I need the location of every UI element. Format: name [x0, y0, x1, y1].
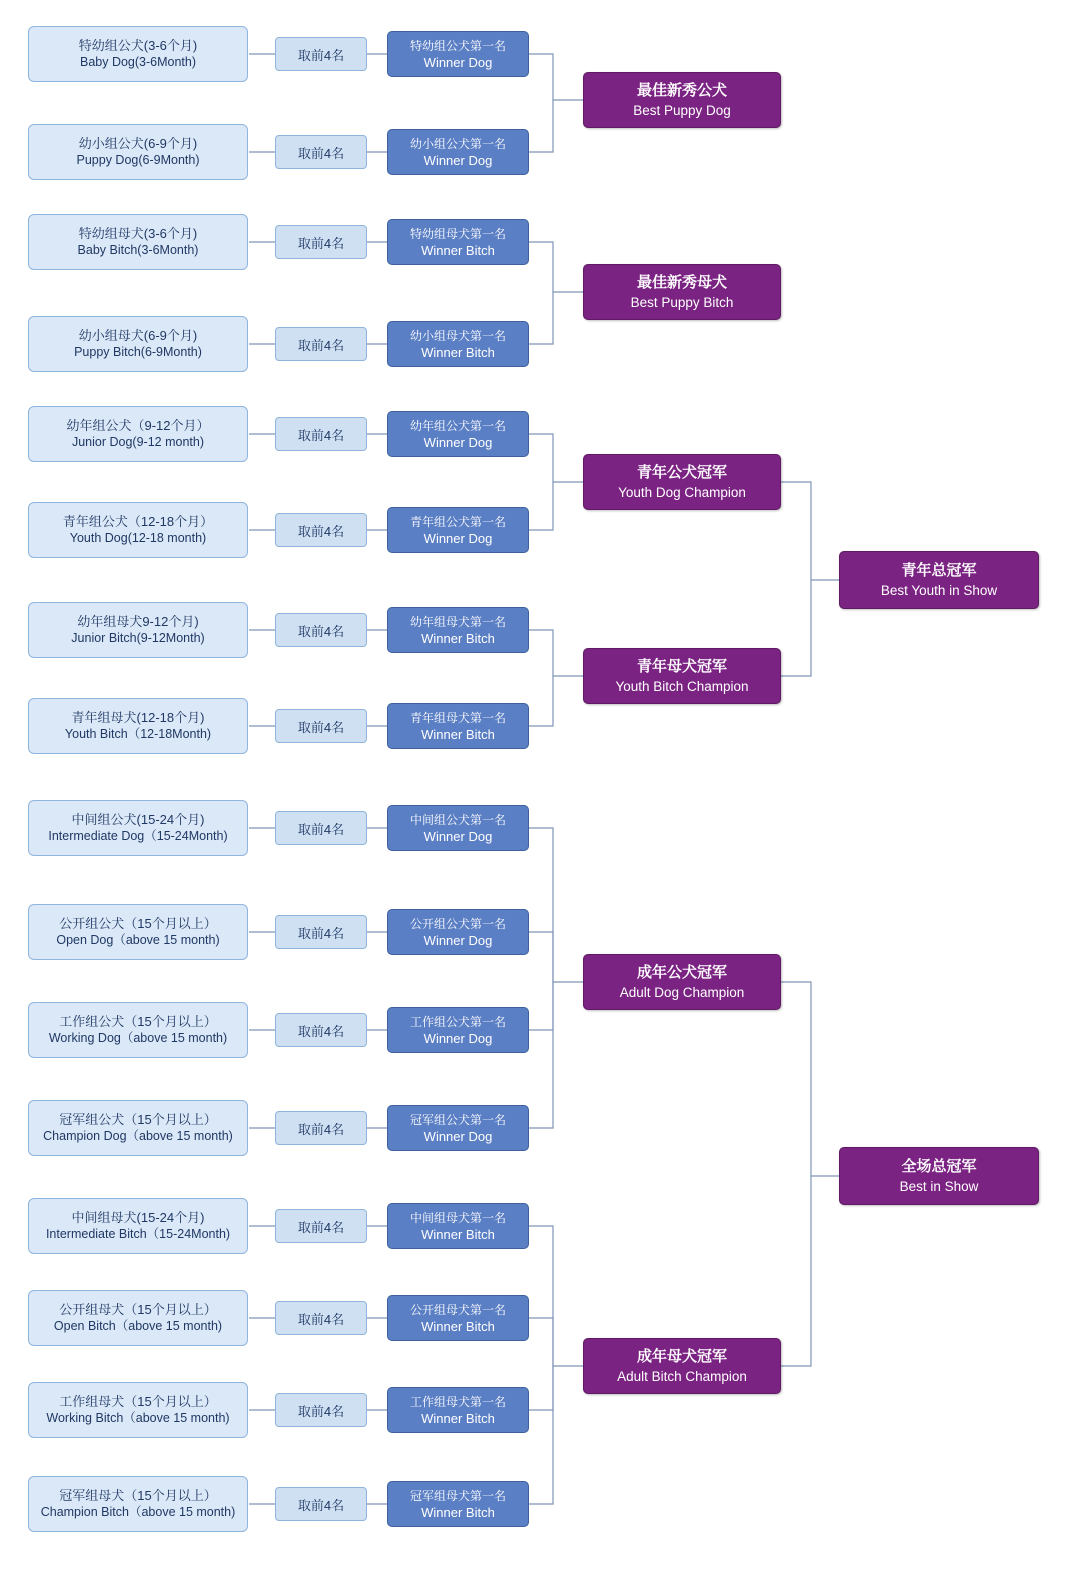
pick-top4-9[interactable]: 取前4名	[275, 811, 367, 845]
champion-2-zh: 最佳新秀母犬	[636, 274, 727, 291]
champion-5-zh: 成年公犬冠军	[636, 964, 727, 981]
pick-top4-10[interactable]: 取前4名	[275, 915, 367, 949]
winner-6-zh: 青年组公犬第一名	[409, 514, 506, 529]
champion-4-en: Youth Bitch Champion	[615, 679, 749, 694]
winner-box-7[interactable]	[387, 607, 529, 653]
final-1-en: Best Youth in Show	[880, 583, 998, 598]
champion-box-4[interactable]	[583, 648, 781, 704]
class-15-zh: 工作组母犬（15个月以上）	[59, 1394, 217, 1409]
winner-box-1[interactable]	[387, 31, 529, 77]
champion-1-en: Best Puppy Dog	[633, 103, 731, 118]
class-8-zh: 青年组母犬(12-18个月)	[71, 710, 205, 725]
pick-top4-2[interactable]: 取前4名	[275, 135, 367, 169]
winner-11-zh: 工作组公犬第一名	[409, 1014, 506, 1029]
champion-box-5[interactable]	[583, 954, 781, 1010]
champion-box-2[interactable]	[583, 264, 781, 320]
final-2-en: Best in Show	[899, 1179, 979, 1194]
class-box-10[interactable]	[28, 904, 248, 960]
class-box-14[interactable]	[28, 1290, 248, 1346]
pick-top4-5[interactable]: 取前4名	[275, 417, 367, 451]
champion-2-en: Best Puppy Bitch	[630, 295, 734, 310]
champion-5-en: Adult Dog Champion	[619, 985, 745, 1000]
champion-3-en: Youth Dog Champion	[618, 485, 746, 500]
winner-7-en: Winner Bitch	[421, 630, 495, 646]
pick-top4-4[interactable]: 取前4名	[275, 327, 367, 361]
winner-2-en: Winner Dog	[423, 152, 493, 168]
class-5-zh: 幼年组公犬（9-12个月）	[66, 418, 210, 433]
champion-6-zh: 成年母犬冠军	[636, 1348, 727, 1365]
class-5-en: Junior Dog(9-12 month)	[71, 435, 204, 449]
final-2-zh: 全场总冠军	[901, 1158, 977, 1175]
winner-15-en: Winner Bitch	[421, 1410, 495, 1426]
class-13-zh: 中间组母犬(15-24个月)	[71, 1210, 205, 1225]
champion-box-6[interactable]	[583, 1338, 781, 1394]
winner-12-zh: 冠军组公犬第一名	[409, 1112, 506, 1127]
pick-top4-15[interactable]: 取前4名	[275, 1393, 367, 1427]
class-box-15[interactable]	[28, 1382, 248, 1438]
winner-13-zh: 中间组母犬第一名	[409, 1210, 506, 1225]
class-3-en: Baby Bitch(3-6Month)	[77, 243, 199, 257]
pick-top4-1[interactable]: 取前4名	[275, 37, 367, 71]
winner-box-12[interactable]	[387, 1105, 529, 1151]
winner-10-en: Winner Dog	[423, 932, 493, 948]
winner-box-3[interactable]	[387, 219, 529, 265]
pick-top4-12[interactable]: 取前4名	[275, 1111, 367, 1145]
winner-16-en: Winner Bitch	[421, 1504, 495, 1520]
winner-8-zh: 青年组母犬第一名	[409, 710, 506, 725]
winner-box-6[interactable]	[387, 507, 529, 553]
class-box-1[interactable]	[28, 26, 248, 82]
class-box-12[interactable]	[28, 1100, 248, 1156]
final-1-zh: 青年总冠军	[901, 562, 977, 579]
winner-box-10[interactable]	[387, 909, 529, 955]
winner-box-9[interactable]	[387, 805, 529, 851]
winner-15-zh: 工作组母犬第一名	[409, 1394, 506, 1409]
pick-top4-11[interactable]: 取前4名	[275, 1013, 367, 1047]
winner-16-zh: 冠军组母犬第一名	[409, 1488, 506, 1503]
class-11-en: Working Dog（above 15 month)	[48, 1031, 228, 1045]
winner-4-zh: 幼小组母犬第一名	[409, 328, 506, 343]
class-14-en: Open Bitch（above 15 month)	[53, 1319, 223, 1333]
class-box-3[interactable]	[28, 214, 248, 270]
class-9-en: Intermediate Dog（15-24Month)	[48, 829, 228, 843]
winner-box-2[interactable]	[387, 129, 529, 175]
winner-4-en: Winner Bitch	[421, 344, 495, 360]
class-7-zh: 幼年组母犬9-12个月)	[77, 614, 199, 629]
winner-12-en: Winner Dog	[423, 1128, 493, 1144]
champion-3-zh: 青年公犬冠军	[636, 464, 727, 481]
winner-1-zh: 特幼组公犬第一名	[409, 38, 506, 53]
class-16-en: Champion Bitch（above 15 month)	[40, 1505, 236, 1519]
class-box-8[interactable]	[28, 698, 248, 754]
class-box-16[interactable]	[28, 1476, 248, 1532]
winner-5-zh: 幼年组公犬第一名	[409, 418, 506, 433]
champion-box-3[interactable]	[583, 454, 781, 510]
winner-box-11[interactable]	[387, 1007, 529, 1053]
class-box-5[interactable]	[28, 406, 248, 462]
winner-3-en: Winner Bitch	[421, 242, 495, 258]
class-13-en: Intermediate Bitch（15-24Month)	[45, 1227, 231, 1241]
pick-top4-16[interactable]: 取前4名	[275, 1487, 367, 1521]
winner-1-en: Winner Dog	[423, 54, 493, 70]
pick-top4-7[interactable]: 取前4名	[275, 613, 367, 647]
champion-4-zh: 青年母犬冠军	[636, 658, 727, 675]
class-box-13[interactable]	[28, 1198, 248, 1254]
class-8-en: Youth Bitch（12-18Month)	[64, 727, 212, 741]
winner-9-zh: 中间组公犬第一名	[409, 812, 506, 827]
winner-9-en: Winner Dog	[423, 828, 493, 844]
winner-7-zh: 幼年组母犬第一名	[409, 614, 506, 629]
winner-box-5[interactable]	[387, 411, 529, 457]
class-10-zh: 公开组公犬（15个月以上）	[59, 916, 217, 931]
pick-top4-14[interactable]: 取前4名	[275, 1301, 367, 1335]
class-7-en: Junior Bitch(9-12Month)	[71, 631, 205, 645]
winner-box-15[interactable]	[387, 1387, 529, 1433]
class-box-6[interactable]	[28, 502, 248, 558]
winner-14-en: Winner Bitch	[421, 1318, 495, 1334]
pick-top4-8[interactable]: 取前4名	[275, 709, 367, 743]
class-15-en: Working Bitch（above 15 month)	[46, 1411, 230, 1425]
final-box-2[interactable]	[839, 1147, 1039, 1205]
class-16-zh: 冠军组母犬（15个月以上）	[59, 1488, 217, 1503]
class-1-en: Baby Dog(3-6Month)	[79, 55, 197, 69]
champion-6-en: Adult Bitch Champion	[617, 1369, 747, 1384]
winner-box-4[interactable]	[387, 321, 529, 367]
winner-3-zh: 特幼组母犬第一名	[409, 226, 506, 241]
pick-top4-13[interactable]: 取前4名	[275, 1209, 367, 1243]
class-10-en: Open Dog（above 15 month)	[56, 933, 220, 947]
winner-14-zh: 公开组母犬第一名	[409, 1302, 506, 1317]
pick-top4-6[interactable]: 取前4名	[275, 513, 367, 547]
winner-2-zh: 幼小组公犬第一名	[409, 136, 506, 151]
class-box-7[interactable]	[28, 602, 248, 658]
winner-box-14[interactable]	[387, 1295, 529, 1341]
pick-top4-3[interactable]: 取前4名	[275, 225, 367, 259]
class-12-en: Champion Dog（above 15 month)	[43, 1129, 233, 1143]
class-2-zh: 幼小组公犬(6-9个月)	[78, 136, 198, 151]
winner-box-8[interactable]	[387, 703, 529, 749]
class-12-zh: 冠军组公犬（15个月以上）	[59, 1112, 217, 1127]
class-9-zh: 中间组公犬(15-24个月)	[71, 812, 205, 827]
winner-box-13[interactable]	[387, 1203, 529, 1249]
champion-box-1[interactable]	[583, 72, 781, 128]
winner-5-en: Winner Dog	[423, 434, 493, 450]
winner-10-zh: 公开组公犬第一名	[409, 916, 506, 931]
class-4-en: Puppy Bitch(6-9Month)	[74, 345, 202, 359]
winner-box-16[interactable]	[387, 1481, 529, 1527]
winner-6-en: Winner Dog	[423, 530, 493, 546]
class-4-zh: 幼小组母犬(6-9个月)	[78, 328, 198, 343]
winner-8-en: Winner Bitch	[421, 726, 495, 742]
class-box-9[interactable]	[28, 800, 248, 856]
class-11-zh: 工作组公犬（15个月以上）	[59, 1014, 217, 1029]
class-box-11[interactable]	[28, 1002, 248, 1058]
winner-11-en: Winner Dog	[423, 1030, 493, 1046]
class-1-zh: 特幼组公犬(3-6个月)	[78, 38, 198, 53]
winner-13-en: Winner Bitch	[421, 1226, 495, 1242]
class-3-zh: 特幼组母犬(3-6个月)	[78, 226, 198, 241]
class-2-en: Puppy Dog(6-9Month)	[76, 153, 200, 167]
class-box-2[interactable]	[28, 124, 248, 180]
class-6-en: Youth Dog(12-18 month)	[69, 531, 207, 545]
class-14-zh: 公开组母犬（15个月以上）	[59, 1302, 217, 1317]
class-6-zh: 青年组公犬（12-18个月）	[62, 514, 214, 529]
champion-1-zh: 最佳新秀公犬	[636, 82, 727, 99]
class-box-4[interactable]	[28, 316, 248, 372]
final-box-1[interactable]	[839, 551, 1039, 609]
